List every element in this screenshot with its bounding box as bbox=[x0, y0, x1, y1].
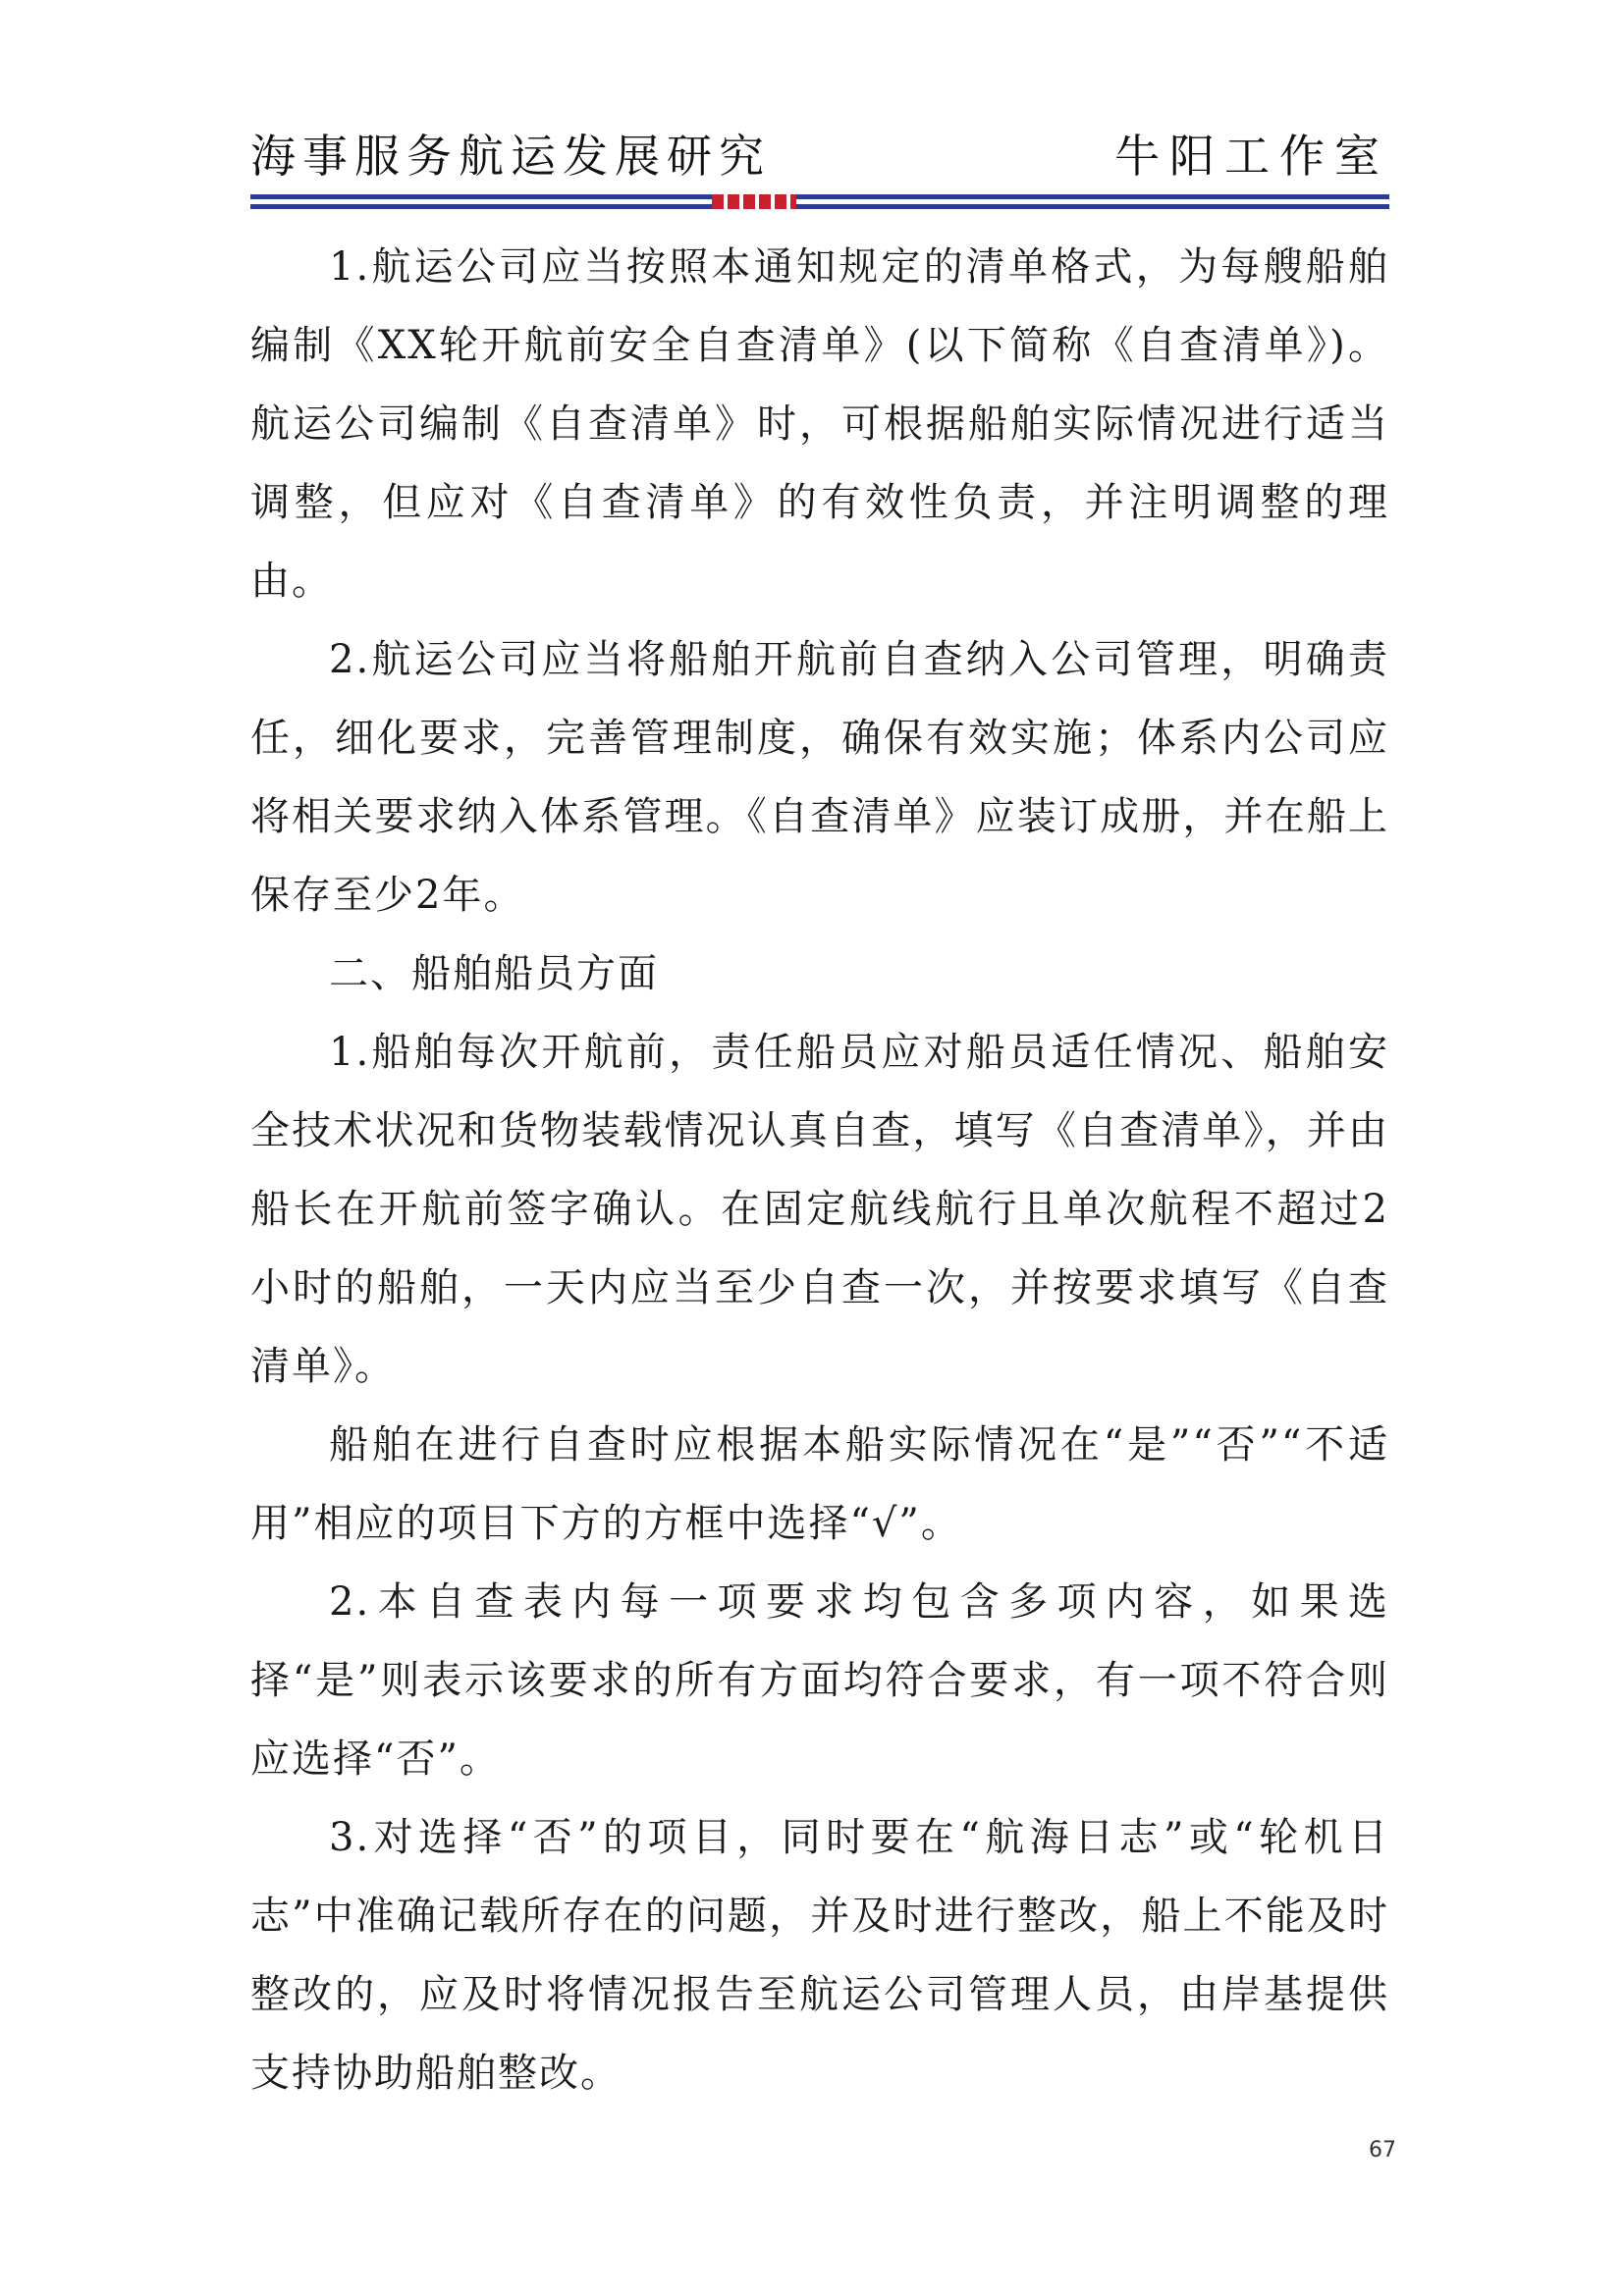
header-rule-red-stripes bbox=[712, 194, 796, 209]
paragraph: 船舶在进行自查时应根据本船实际情况在“是”“否”“不适用”相应的项目下方的方框中选择“√”。 bbox=[250, 1422, 1389, 1546]
paragraph: 3.对选择“否”的项目，同时要在“航海日志”或“轮机日志”中准确记载所存在的问题，并及时进行整改，船上不能及时整改的，应及时将情况报告至航运公司管理人员，由岸基提供支持协助船舶整改。 bbox=[250, 1815, 1389, 2096]
header-rule bbox=[250, 194, 1389, 212]
body-text bbox=[250, 228, 1389, 2112]
section-heading: 二、船舶船员方面 bbox=[329, 951, 659, 996]
header-right-title: 牛阳工作室 bbox=[1114, 130, 1389, 183]
page-number: 67 bbox=[1369, 2138, 1396, 2163]
paragraph: 1.船舶每次开航前，责任船员应对船员适任情况、船舶安全技术状况和货物装载情况认真自查，填写《自查清单》，并由船长在开航前签字确认。在固定航线航行且单次航程不超过2小时的船舶，一天内应当至少自查一次，并按要求填写《自查清单》。 bbox=[250, 1030, 1389, 1389]
paragraph: 2.航运公司应当将船舶开航前自查纳入公司管理，明确责任，细化要求，完善管理制度，确保有效实施；体系内公司应将相关要求纳入体系管理。《自查清单》应装订成册，并在船上保存至少2年。 bbox=[250, 637, 1389, 918]
paragraph: 1.航运公司应当按照本通知规定的清单格式，为每艘船舶编制《XX轮开航前安全自查清单》(以下简称《自查清单》)。航运公司编制《自查清单》时，可根据船舶实际情况进行适当调整，但应对《自查清单》的有效性负责，并注明调整的理由。 bbox=[250, 244, 1389, 604]
header-rule-blue-bottom bbox=[250, 204, 1389, 209]
header-left-title: 海事服务航运发展研究 bbox=[250, 130, 771, 183]
paragraph: 2.本自查表内每一项要求均包含多项内容，如果选择“是”则表示该要求的所有方面均符合要求，有一项不符合则应选择“否”。 bbox=[250, 1579, 1389, 1782]
page-header bbox=[250, 126, 1389, 187]
